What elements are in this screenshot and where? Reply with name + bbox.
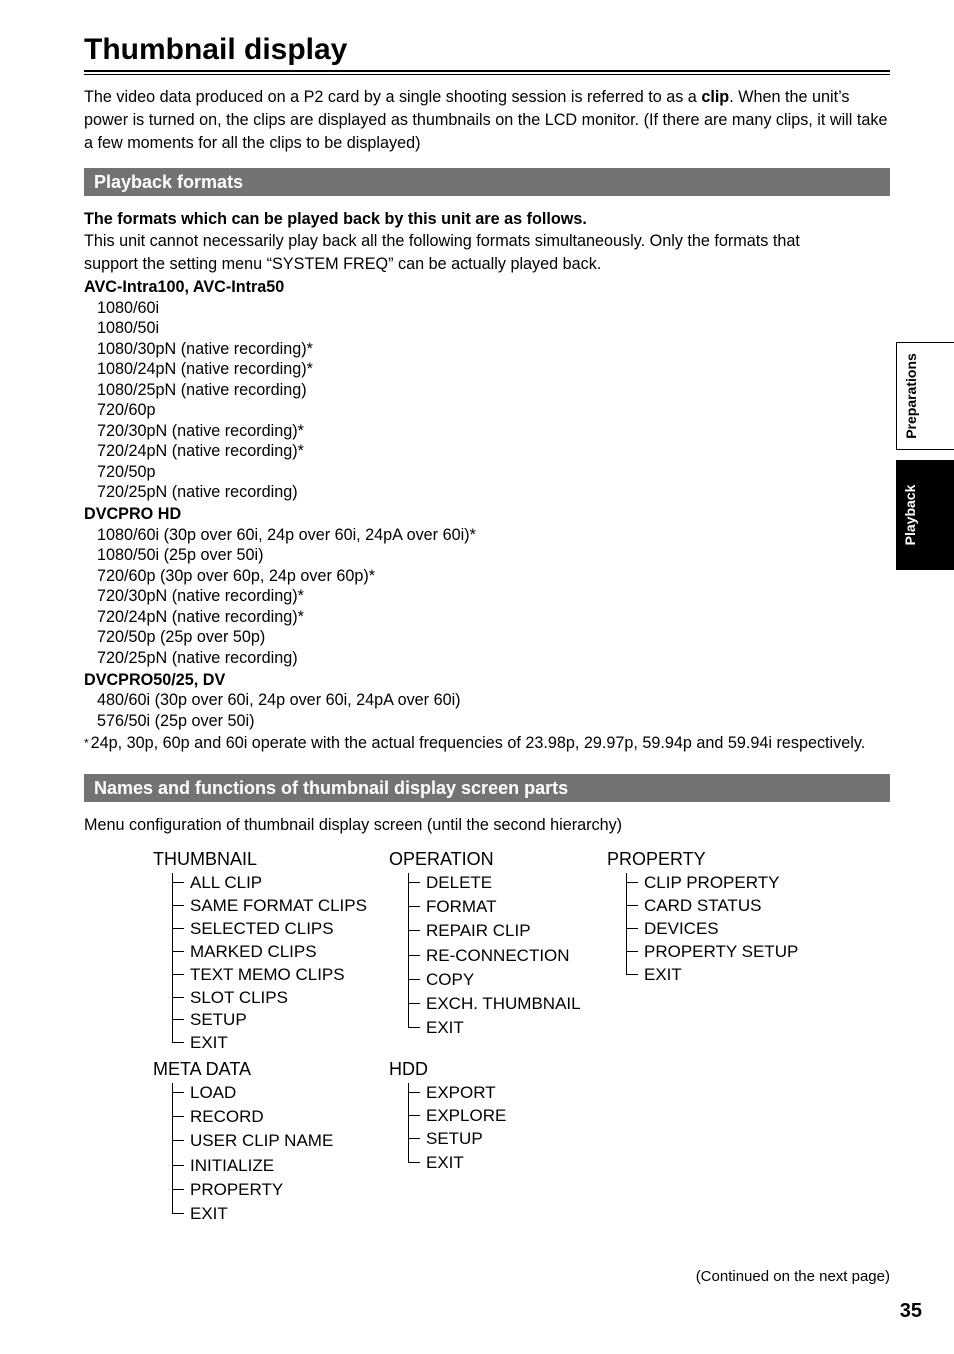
format-group-heading: DVCPRO HD — [84, 505, 182, 523]
side-tab-playback-label: Playback — [902, 484, 918, 546]
format-item: 1080/60i (30p over 60i, 24p over 60i, 24pA over 60i)* — [97, 525, 476, 544]
format-item: 1080/24pN (native recording)* — [97, 360, 313, 378]
menu-item: CLIP PROPERTY — [644, 873, 780, 892]
tree-branch — [408, 955, 420, 956]
menu-item: EXIT — [190, 1033, 228, 1053]
intro-term-clip: clip — [701, 88, 730, 106]
intro-text-pre: The video data produced on a P2 card by a single shooting session is referred to as a — [84, 88, 702, 106]
format-item: 720/50p — [97, 462, 156, 481]
format-item: 720/60p (30p over 60p, 24p over 60p)* — [97, 566, 376, 585]
tree-branch — [408, 1027, 420, 1028]
continued-note: (Continued on the next page) — [695, 1268, 890, 1285]
footnote-text: 24p, 30p, 60p and 60i operate with the actual frequencies of 23.98p, 29.97p, 59.94p and 59.94i respectively. — [90, 734, 866, 752]
menu-item: EXIT — [190, 1204, 228, 1223]
menu-item: SELECTED CLIPS — [190, 918, 334, 938]
menu-item: TEXT MEMO CLIPS — [190, 964, 345, 984]
tree-branch — [172, 1019, 184, 1020]
menu-item: EXPLORE — [426, 1106, 507, 1126]
menu-item: RE-CONNECTION — [426, 945, 570, 965]
section-heading-names-functions: Names and functions of thumbnail display screen parts — [84, 774, 890, 802]
format-item: 720/24pN (native recording)* — [97, 442, 304, 460]
tree-branch — [172, 951, 184, 952]
menu-item: EXPORT — [426, 1083, 496, 1102]
menu-item: CARD STATUS — [644, 895, 762, 915]
menu-heading: OPERATION — [389, 849, 494, 869]
section-heading-playback-formats: Playback formats — [84, 168, 890, 196]
title-rule-thin — [84, 74, 890, 75]
menu-item: DEVICES — [644, 918, 719, 938]
tree-branch — [408, 1162, 420, 1163]
tree-branch — [408, 1003, 420, 1004]
format-item: 1080/30pN (native recording)* — [97, 339, 313, 358]
tree-branch — [172, 928, 184, 929]
menu-item: PROPERTY — [190, 1179, 284, 1199]
format-item: 480/60i (30p over 60i, 24p over 60i, 24pA over 60i) — [97, 691, 461, 709]
menu-item: DELETE — [426, 873, 493, 892]
tree-branch — [626, 974, 638, 975]
tree-branch — [408, 1115, 420, 1116]
format-item: 720/60p — [97, 401, 156, 419]
tree-branch — [172, 974, 184, 975]
tree-branch — [626, 905, 638, 906]
format-item: 720/25pN (native recording) — [97, 648, 298, 667]
format-item: 1080/50i (25p over 50i) — [97, 546, 264, 564]
tree-branch — [408, 1092, 420, 1093]
menu-item: EXIT — [426, 1018, 464, 1038]
menu-item: SETUP — [190, 1010, 247, 1030]
menu-item: SAME FORMAT CLIPS — [190, 895, 367, 915]
tree-branch — [172, 1092, 184, 1093]
tree-trunk — [172, 1083, 173, 1214]
menu-item: MARKED CLIPS — [190, 941, 317, 961]
footnote-mark: * — [84, 736, 89, 750]
formats-lead-bold: The formats which can be played back by this unit are as follows. — [84, 210, 587, 228]
tree-trunk — [408, 873, 409, 1028]
menu-heading: META DATA — [153, 1059, 252, 1079]
menu-item: LOAD — [190, 1083, 237, 1102]
format-item: 1080/25pN (native recording) — [97, 380, 307, 399]
tree-branch — [172, 1189, 184, 1190]
menu-item: SLOT CLIPS — [190, 987, 288, 1007]
menu-item: REPAIR CLIP — [426, 921, 531, 941]
format-item: 720/50p (25p over 50p) — [97, 628, 266, 646]
format-item: 576/50i (25p over 50i) — [97, 711, 255, 730]
menu-item: PROPERTY SETUP — [644, 941, 799, 961]
menu-heading: PROPERTY — [607, 849, 706, 869]
menu-item: FORMAT — [426, 897, 497, 917]
tree-branch — [408, 906, 420, 907]
menu-item: SETUP — [426, 1129, 483, 1149]
menu-item: USER CLIP NAME — [190, 1131, 334, 1151]
format-item: 1080/50i — [97, 319, 160, 337]
menu-config-caption: Menu configuration of thumbnail display screen (until the second hierarchy) — [84, 816, 623, 834]
intro-paragraph — [84, 86, 890, 155]
format-group-heading: DVCPRO50/25, DV — [84, 670, 226, 689]
formats-lead-line: support the setting menu “SYSTEM FREQ” can be actually played back. — [84, 255, 602, 273]
format-item: 720/30pN (native recording)* — [97, 421, 304, 440]
tree-branch — [408, 979, 420, 980]
menu-item: RECORD — [190, 1107, 264, 1127]
side-tab-preparations[interactable] — [896, 342, 954, 450]
menu-item: INITIALIZE — [190, 1155, 275, 1175]
tree-trunk — [408, 1083, 409, 1163]
menu-heading: HDD — [389, 1059, 428, 1079]
tree-branch — [172, 905, 184, 906]
format-group-heading: AVC-Intra100, AVC-Intra50 — [84, 278, 285, 296]
tree-branch — [408, 882, 420, 883]
menu-item: EXIT — [644, 964, 682, 984]
tree-branch — [626, 882, 638, 883]
tree-branch — [172, 882, 184, 883]
tree-branch — [172, 997, 184, 998]
intro-text-post: . When the unit’s power is turned on, the clips are displayed as thumbnails on the LCD monitor. (If there are many clips, it will take a few moments for all the clips to be displayed) — [84, 88, 888, 152]
tree-trunk — [172, 873, 173, 1043]
tree-branch — [626, 928, 638, 929]
menu-item: EXIT — [426, 1152, 464, 1172]
menu-heading: THUMBNAIL — [153, 849, 258, 869]
format-item: 720/24pN (native recording)* — [97, 607, 304, 626]
menu-item: ALL CLIP — [190, 873, 263, 892]
side-tab-preparations-label: Preparations — [903, 353, 919, 439]
tree-trunk — [626, 873, 627, 975]
tree-branch — [172, 1165, 184, 1166]
tree-branch — [408, 1138, 420, 1139]
format-item: 1080/60i — [97, 298, 160, 317]
tree-branch — [172, 1042, 184, 1043]
menu-item: COPY — [426, 969, 475, 989]
tree-branch — [172, 1116, 184, 1117]
tree-branch — [626, 951, 638, 952]
tree-branch — [172, 1140, 184, 1141]
title-rule — [84, 70, 890, 72]
formats-lead-line: This unit cannot necessarily play back all the following formats simultaneously. Only the formats that — [84, 232, 800, 250]
tree-branch — [172, 1213, 184, 1214]
side-tab-playback[interactable] — [896, 460, 954, 570]
page-title: Thumbnail display — [84, 33, 348, 66]
page-number: 35 — [899, 1300, 922, 1322]
formats-footnote — [84, 733, 865, 754]
format-item: 720/30pN (native recording)* — [97, 587, 304, 605]
tree-branch — [408, 930, 420, 931]
format-item: 720/25pN (native recording) — [97, 483, 298, 501]
menu-item: EXCH. THUMBNAIL — [426, 994, 581, 1013]
